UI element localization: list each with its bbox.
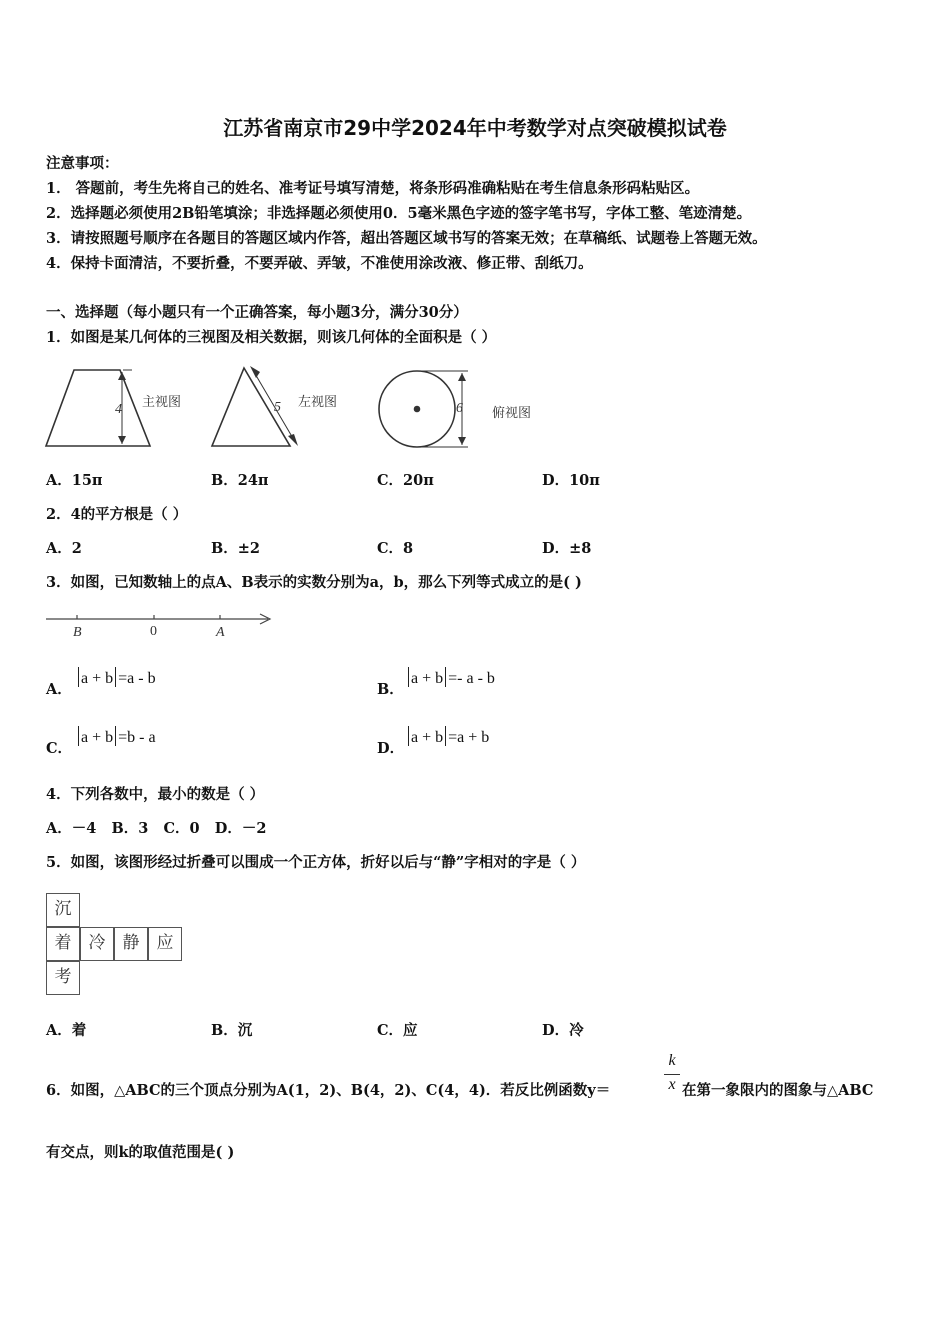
question-6-stem-line2: 有交点，则k的取值范围是( ) (46, 1144, 235, 1161)
q5-option-a: A．着 (46, 1022, 87, 1039)
slant-label: 5 (274, 400, 281, 415)
cube-net-figure (46, 893, 184, 998)
note-item: 4．保持卡面清洁，不要折叠，不要弄破、弄皱，不准使用涂改液、修正带、刮纸刀。 (46, 255, 593, 272)
three-views-figure (44, 362, 539, 454)
abs-content: a + b (81, 670, 114, 687)
question-2-stem: 2．4的平方根是（ ） (46, 506, 188, 523)
note-item: 1． 答题前，考生先将自己的姓名、准考证号填写清楚，将条形码准确粘贴在考生信息条形码粘贴区。 (46, 180, 700, 197)
note-item: 3．请按照题号顺序在各题目的答题区域内作答，超出答题区域书写的答案无效；在草稿纸、试题卷上答题无效。 (46, 230, 767, 247)
front-view (46, 370, 150, 446)
side-view-label: 左视图 (298, 394, 338, 409)
question-5-stem: 5．如图，该图形经过折叠可以围成一个正方体，折好以后与“静”字相对的字是（ ） (46, 854, 586, 871)
section-heading: 一、选择题（每小题只有一个正确答案，每小题3分，满分30分） (46, 304, 468, 321)
fraction-denominator: x (668, 1076, 676, 1093)
fraction-bar (664, 1074, 680, 1075)
origin-label: 0 (150, 624, 157, 639)
q1-option-a: A．15π (46, 472, 103, 489)
net-cell: 着 (46, 927, 80, 961)
diameter-label: 6 (456, 401, 463, 416)
q3-option-a-letter: A． (46, 681, 72, 698)
number-line-figure (44, 608, 276, 642)
height-label: 4 (115, 402, 122, 417)
net-cell: 静 (114, 927, 148, 961)
rhs: =b - a (118, 729, 156, 746)
question-3-stem: 3．如图，已知数轴上的点A、B表示的实数分别为a，b，那么下列等式成立的是( ) (46, 574, 582, 591)
rhs: =- a - b (448, 670, 495, 687)
side-view (212, 366, 298, 446)
net-cell: 应 (148, 927, 182, 961)
q2-option-c: C．8 (377, 540, 414, 557)
q5-option-c: C．应 (377, 1022, 418, 1039)
question-6-stem: 6．如图，△ABC的三个顶点分别为A(1，2)、B(4，2)、C(4，4)．若反比例函数y＝ (46, 1082, 611, 1099)
q1-option-c: C．20π (377, 472, 434, 489)
q2-option-d: D．±8 (542, 540, 592, 557)
q3-option-d-expr (406, 726, 489, 747)
q3-option-d-letter: D． (377, 740, 405, 757)
point-b-label: B (73, 625, 82, 640)
q2-option-a: A．2 (46, 540, 82, 557)
abs-content: a + b (411, 670, 444, 687)
net-cell: 沉 (46, 893, 80, 927)
point-a-label: A (216, 625, 225, 640)
net-cell: 考 (46, 961, 80, 995)
abs-content: a + b (411, 729, 444, 746)
q1-option-b: B．24π (211, 472, 269, 489)
front-view-label: 主视图 (142, 394, 182, 409)
fraction-numerator: k (668, 1052, 676, 1069)
top-view (379, 371, 468, 447)
q3-option-c-expr (76, 726, 156, 747)
q2-option-b: B．±2 (211, 540, 260, 557)
q4-options: A．－4 B．3 C．0 D．－2 (46, 820, 267, 837)
question-1-stem: 1．如图是某几何体的三视图及相关数据，则该几何体的全面积是（ ） (46, 329, 497, 346)
top-view-label: 俯视图 (492, 405, 532, 420)
q3-option-b-letter: B． (377, 681, 404, 698)
q1-option-d: D．10π (542, 472, 600, 489)
rhs: =a + b (448, 729, 490, 746)
question-4-stem: 4．下列各数中，最小的数是（ ） (46, 786, 265, 803)
q3-option-b-expr (406, 667, 495, 688)
q5-option-d: D．冷 (542, 1022, 584, 1039)
q3-option-c-letter: C． (46, 740, 73, 757)
page-title: 江苏省南京市29中学2024年中考数学对点突破模拟试卷 (223, 116, 727, 140)
q3-option-a-expr (76, 667, 156, 688)
q5-option-b: B．沉 (211, 1022, 253, 1039)
question-6-stem-continued: 在第一象限内的图象与△ABC (682, 1082, 874, 1099)
note-item: 2．选择题必须使用2B铅笔填涂；非选择题必须使用0．5毫米黑色字迹的签字笔书写，字体工整、笔迹清楚。 (46, 205, 752, 222)
rhs: =a - b (118, 670, 156, 687)
abs-content: a + b (81, 729, 114, 746)
notes-heading: 注意事项： (46, 155, 119, 172)
net-cell: 冷 (80, 927, 114, 961)
